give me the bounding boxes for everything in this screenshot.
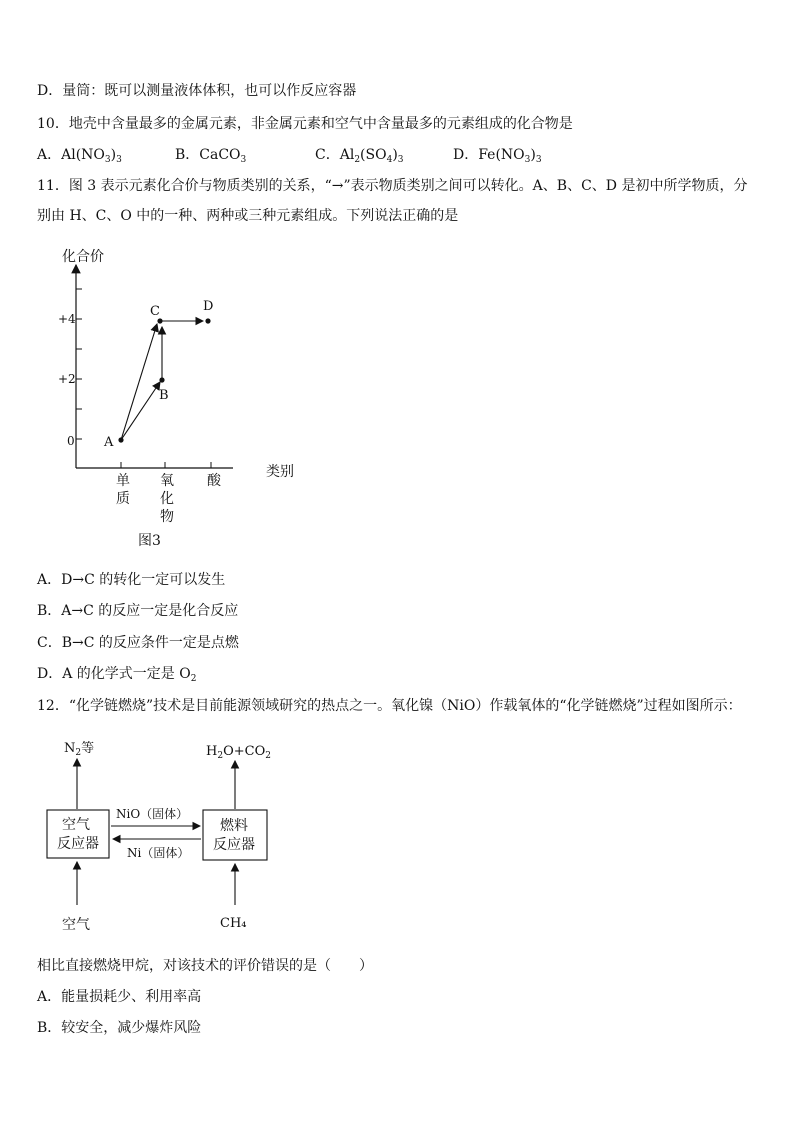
fuel-reactor-label-2: 反应器 — [213, 837, 255, 853]
q11-option-c: C．B→C 的反应条件一定是点燃 — [37, 635, 239, 651]
point-b-label: B — [159, 388, 169, 403]
q10-option-b: B．CaCO$_3$ — [175, 147, 247, 165]
svg-text:质: 质 — [116, 491, 130, 507]
fuel-reactor-label-1: 燃料 — [220, 818, 248, 834]
x-cat-acid: 酸 — [207, 473, 221, 489]
ni-label: Ni（固体） — [127, 846, 190, 860]
q11-option-b: B．A→C 的反应一定是化合反应 — [37, 603, 239, 619]
ch4-inlet-label: CH₄ — [220, 916, 247, 931]
x-cat-oxide: 氧 — [160, 473, 174, 489]
y-tick-0: 0 — [67, 434, 75, 448]
y-tick-plus2: +2 — [58, 372, 76, 386]
svg-text:化: 化 — [160, 491, 174, 507]
q12-stem: 12．“化学链燃烧”技术是目前能源领域研究的热点之一。氧化镍（NiO）作载氧体的“化学链燃烧”过程如图所示： — [37, 698, 742, 714]
air-reactor-label-2: 反应器 — [57, 836, 99, 852]
q10-option-d: D．$Fe(NO_3)_3$ — [453, 147, 542, 165]
q11-option-a: A．D→C 的转化一定可以发生 — [37, 572, 226, 588]
q11-option-d: D．A 的化学式一定是 $O_2$ — [37, 666, 197, 684]
figure-caption: 图3 — [138, 533, 161, 549]
q10-option-a: A．$Al(NO_3)_3$ — [37, 147, 122, 165]
point-a — [118, 437, 123, 442]
point-d-label: D — [203, 299, 214, 314]
y-tick-plus4: +4 — [58, 312, 76, 326]
n2-label: $N_2$等 — [64, 741, 95, 758]
q12-option-b: B．较安全，减少爆炸风险 — [37, 1020, 202, 1036]
air-reactor-label-1: 空气 — [62, 817, 90, 833]
chemical-looping-diagram — [40, 733, 300, 943]
air-inlet-label: 空气 — [62, 917, 90, 933]
q11-stem-line2: 别由 H、C、O 中的一种、两种或三种元素组成。下列说法正确的是 — [37, 208, 459, 224]
y-axis-label: 化合价 — [62, 249, 104, 265]
q10-stem: 10．地壳中含量最多的金属元素，非金属元素和空气中含量最多的元素组成的化合物是 — [37, 116, 573, 132]
x-cat-elemental: 单 — [116, 473, 130, 489]
products-label: $H_2O+CO_2$ — [206, 744, 271, 761]
x-axis-label: 类别 — [266, 464, 294, 480]
q9-option-d: D．量筒：既可以测量液体体积，也可以作反应容器 — [37, 83, 357, 99]
point-b — [159, 377, 164, 382]
nio-label: NiO（固体） — [116, 807, 189, 821]
q10-option-c: C．$Al_2(SO_4)_3$ — [315, 147, 404, 165]
svg-text:物: 物 — [160, 509, 174, 525]
point-a-label: A — [104, 435, 114, 450]
point-c-label: C — [150, 304, 160, 319]
figure-3-valence-chart — [40, 235, 340, 555]
point-c — [157, 318, 162, 323]
arrow-a-to-b — [121, 382, 160, 440]
q11-stem-line1: 11．图 3 表示元素化合价与物质类别的关系，“→”表示物质类别之间可以转化。A、B、C、D 是初中所学物质，分 — [37, 178, 748, 194]
arrow-a-to-c — [121, 324, 157, 440]
q12-option-a: A．能量损耗少、利用率高 — [37, 989, 202, 1005]
point-d — [205, 318, 210, 323]
q12-question: 相比直接燃烧甲烷，对该技术的评价错误的是（ ） — [37, 958, 373, 974]
